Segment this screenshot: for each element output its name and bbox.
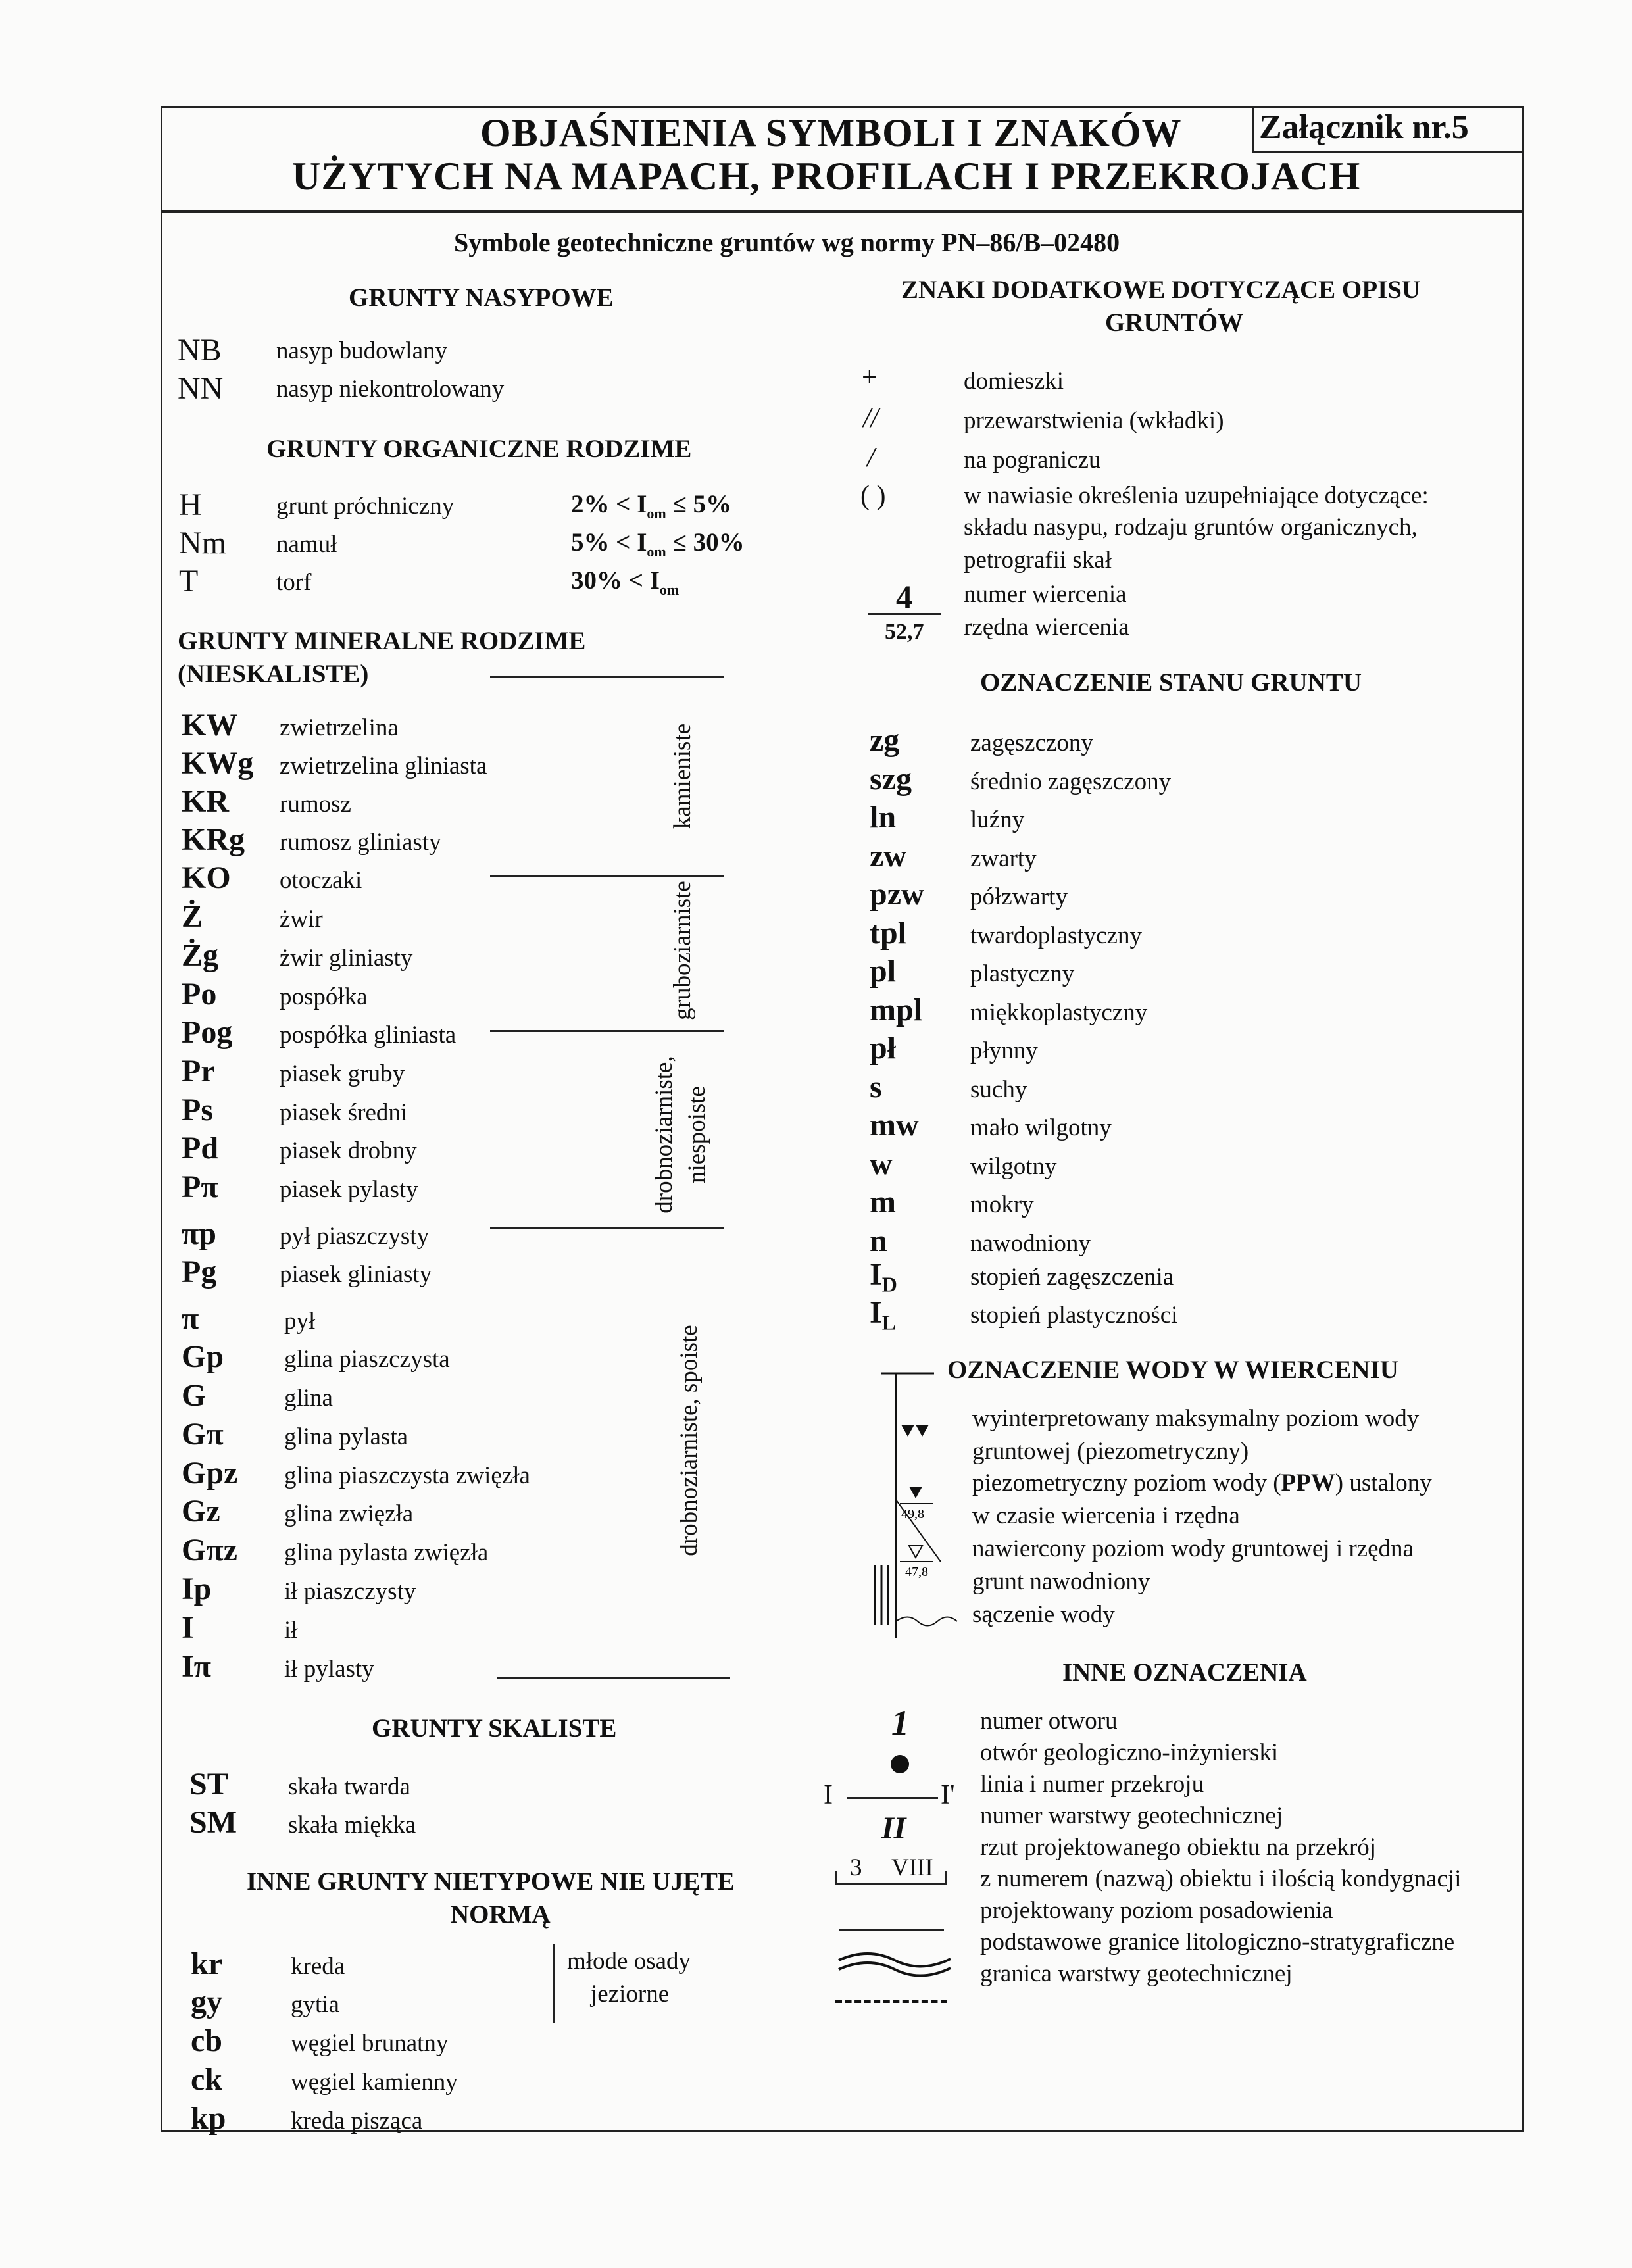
nietypowe-row-code: kp bbox=[191, 2101, 226, 2136]
water-symbol-icon bbox=[868, 1368, 960, 1644]
woda-line-2: gruntowej (piezometryczny) bbox=[972, 1438, 1249, 1465]
inne-line-6: z numerem (nazwą) obiektu i ilością kondygnacji bbox=[980, 1865, 1462, 1892]
mineral-row-desc: pospółka bbox=[280, 983, 368, 1010]
mineral-row-code: Gp bbox=[182, 1339, 224, 1374]
mineral-row-desc: piasek pylasty bbox=[280, 1176, 418, 1203]
mineral-row-desc: ił piaszczysty bbox=[284, 1578, 416, 1605]
stan-row-code: szg bbox=[870, 761, 912, 797]
mineral-row-desc: pospółka gliniasta bbox=[280, 1022, 457, 1048]
mineral-row-code: G bbox=[182, 1378, 207, 1413]
desc-SM: skała miękka bbox=[288, 1812, 416, 1838]
boundary-wave-icon bbox=[835, 1947, 954, 1980]
mineral-row-code: Gπz bbox=[182, 1533, 237, 1567]
desc-nawiasie-2: składu nasypu, rodzaju gruntów organicznych, bbox=[964, 514, 1418, 541]
mineral-row-code: Po bbox=[182, 977, 217, 1012]
mineral-row-code: I bbox=[182, 1610, 194, 1645]
mineral-row-code: π bbox=[182, 1301, 199, 1336]
mineral-row-desc: glina piaszczysta zwięzła bbox=[284, 1462, 530, 1489]
mineral-row-desc: pył bbox=[284, 1308, 316, 1335]
stan-row-code: mpl bbox=[870, 992, 923, 1027]
skaliste-heading: GRUNTY SKALISTE bbox=[372, 1714, 617, 1742]
desc-nawiasie: w nawiasie określenia uzupełniające dotyczące: bbox=[964, 482, 1429, 509]
nietypowe-row-code: cb bbox=[191, 2023, 222, 2058]
nietypowe-row-code: gy bbox=[191, 1985, 222, 2019]
desc-T: torf bbox=[276, 569, 312, 596]
organiczne-heading: GRUNTY ORGANICZNE RODZIME bbox=[266, 435, 692, 463]
mineral-row-code: Ps bbox=[182, 1093, 213, 1127]
mineral-row-code: πp bbox=[182, 1216, 216, 1251]
sym-plus: + bbox=[862, 362, 878, 393]
woda-heading: OZNACZENIE WODY W WIERCENIU bbox=[947, 1356, 1398, 1384]
mineral-row-desc: piasek gliniasty bbox=[280, 1261, 432, 1288]
nietypowe-row-desc: kreda bbox=[291, 1953, 345, 1980]
range-H: $2\% < I_{om} \le 5\%$ bbox=[571, 490, 732, 522]
mineral-row-desc: zwietrzelina bbox=[280, 714, 399, 741]
nietypowe-row-desc: kreda pisząca bbox=[291, 2108, 423, 2134]
code-H: H bbox=[179, 487, 202, 522]
bore-number: 4 bbox=[896, 578, 912, 615]
desc-bore-elevation: rzędna wiercenia bbox=[964, 614, 1129, 641]
mineral-row-desc: zwietrzelina gliniasta bbox=[280, 752, 487, 779]
foundation-line bbox=[839, 1929, 944, 1931]
range-Nm: $5\% < I_{om} \le 30\%$ bbox=[571, 528, 745, 560]
mineral-row-desc: glina piaszczysta bbox=[284, 1346, 450, 1373]
stan-row-desc: luźny bbox=[970, 806, 1025, 833]
section-line bbox=[847, 1797, 938, 1799]
nietypowe-heading-1: INNE GRUNTY NIETYPOWE NIE UJĘTE bbox=[247, 1867, 735, 1896]
stan-row-code: w bbox=[870, 1146, 893, 1181]
group-line-niespoiste bbox=[490, 1227, 724, 1229]
subtitle: Symbole geotechniczne gruntów wg normy PN–86/B–02480 bbox=[454, 228, 1120, 257]
object-line bbox=[835, 1883, 947, 1885]
nietypowe-row-desc: gytia bbox=[291, 1991, 339, 2018]
desc-ST: skała twarda bbox=[288, 1773, 410, 1800]
desc-domieszki: domieszki bbox=[964, 368, 1064, 395]
range-T: $30\% < I_{om}$ bbox=[571, 566, 680, 598]
sym-slash: / bbox=[867, 443, 875, 473]
lake-bracket bbox=[553, 1944, 555, 2023]
stan-row-desc: zagęszczony bbox=[970, 729, 1093, 756]
water-level-1: 49,8 bbox=[901, 1507, 924, 1521]
code-ID: $I_D$ bbox=[870, 1257, 897, 1296]
desc-pograniczu: na pograniczu bbox=[964, 447, 1101, 474]
inne-line-1: numer otworu bbox=[980, 1708, 1118, 1735]
desc-ID: stopień zagęszczenia bbox=[970, 1264, 1174, 1291]
mineral-row-desc: piasek gruby bbox=[280, 1060, 405, 1087]
group-line-spoiste bbox=[497, 1677, 730, 1679]
mineral-row-desc: ił bbox=[284, 1617, 298, 1644]
mineral-row-desc: glina bbox=[284, 1385, 333, 1412]
hole-number: 1 bbox=[891, 1703, 909, 1742]
sym-parentheses: ( ) bbox=[860, 481, 886, 511]
stan-row-code: pzw bbox=[870, 877, 924, 912]
section-right: I' bbox=[941, 1780, 955, 1810]
mineral-row-desc: pył piaszczysty bbox=[280, 1223, 430, 1250]
mineral-row-code: Ż bbox=[182, 899, 203, 934]
desc-NN: nasyp niekontrolowany bbox=[276, 376, 505, 403]
hole-dot-icon bbox=[891, 1755, 909, 1773]
stan-row-desc: mokry bbox=[970, 1191, 1034, 1218]
stan-row-code: zw bbox=[870, 838, 906, 874]
stan-row-code: pl bbox=[870, 954, 897, 989]
code-Nm: Nm bbox=[179, 526, 226, 560]
mineral-row-desc: otoczaki bbox=[280, 867, 362, 894]
woda-line-6: grunt nawodniony bbox=[972, 1568, 1150, 1595]
group-niespoiste-2: niespoiste bbox=[683, 1086, 710, 1183]
mineral-row-desc: ił pylasty bbox=[284, 1656, 374, 1683]
mineral-row-desc: glina zwięzła bbox=[284, 1500, 414, 1527]
stan-row-desc: wilgotny bbox=[970, 1152, 1057, 1180]
code-IL: $I_L$ bbox=[870, 1295, 897, 1335]
title-line-1: OBJAŚNIENIA SYMBOLI I ZNAKÓW bbox=[480, 111, 1182, 155]
inne-line-5: rzut projektowanego obiektu na przekrój bbox=[980, 1834, 1377, 1861]
mineralne-heading-1: GRUNTY MINERALNE RODZIME bbox=[178, 627, 586, 655]
woda-line-1: wyinterpretowany maksymalny poziom wody bbox=[972, 1405, 1420, 1432]
mineral-row-code: Gπ bbox=[182, 1417, 224, 1452]
mineral-row-code: Pr bbox=[182, 1054, 215, 1089]
mineral-row-code: Pg bbox=[182, 1254, 217, 1289]
desc-H: grunt próchniczny bbox=[276, 493, 455, 520]
woda-line-4: w czasie wiercenia i rzędna bbox=[972, 1502, 1240, 1529]
sym-double-slash: // bbox=[863, 403, 879, 433]
layer-boundary-dashed bbox=[835, 2000, 947, 2003]
mineral-row-code: Pog bbox=[182, 1015, 233, 1050]
layer-number: II bbox=[881, 1811, 906, 1846]
mineral-row-desc: piasek drobny bbox=[280, 1137, 417, 1164]
bore-elevation: 52,7 bbox=[885, 620, 924, 644]
group-kamieniste: kamieniste bbox=[669, 723, 696, 829]
stan-row-desc: średnio zagęszczony bbox=[970, 768, 1172, 795]
stan-row-desc: płynny bbox=[970, 1037, 1038, 1064]
inne-line-4: numer warstwy geotechnicznej bbox=[980, 1802, 1283, 1829]
object-tick-right bbox=[945, 1871, 947, 1883]
stan-row-code: zg bbox=[870, 723, 900, 758]
nietypowe-heading-2: NORMĄ bbox=[451, 1900, 551, 1929]
mineral-row-desc: rumosz bbox=[280, 791, 351, 818]
mineral-row-desc: rumosz gliniasty bbox=[280, 829, 441, 856]
woda-line-7: sączenie wody bbox=[972, 1601, 1115, 1628]
stan-row-code: ln bbox=[870, 800, 897, 835]
code-SM: SM bbox=[189, 1805, 237, 1840]
inne-heading: INNE OZNACZENIA bbox=[1062, 1658, 1307, 1687]
stan-row-code: s bbox=[870, 1069, 882, 1104]
mineral-row-code: Żg bbox=[182, 938, 219, 973]
mineralne-heading-2: (NIESKALISTE) bbox=[178, 660, 369, 688]
stan-row-code: tpl bbox=[870, 915, 907, 950]
inne-line-9: granica warstwy geotechnicznej bbox=[980, 1960, 1293, 1987]
mineral-row-desc: żwir gliniasty bbox=[280, 945, 413, 972]
stan-row-code: m bbox=[870, 1185, 896, 1220]
group-line-top bbox=[490, 676, 724, 678]
mineral-row-desc: żwir bbox=[280, 906, 323, 933]
desc-Nm: namuł bbox=[276, 531, 337, 558]
code-NB: NB bbox=[178, 333, 222, 368]
mineral-row-code: KWg bbox=[182, 746, 254, 781]
desc-przewarstwienia: przewarstwienia (wkładki) bbox=[964, 407, 1224, 434]
inne-line-8: podstawowe granice litologiczno-stratygraficzne bbox=[980, 1929, 1455, 1956]
title-line-2: UŻYTYCH NA MAPACH, PROFILACH I PRZEKROJACH bbox=[292, 155, 1361, 198]
mineral-row-code: KW bbox=[182, 708, 238, 743]
object-number: 3 bbox=[850, 1854, 862, 1881]
group-line-gruboziarniste bbox=[490, 1030, 724, 1032]
group-niespoiste-1: drobnoziarniste, bbox=[651, 1056, 678, 1214]
water-level-2: 47,8 bbox=[905, 1565, 928, 1579]
stan-row-desc: twardoplastyczny bbox=[970, 922, 1142, 949]
inne-line-7: projektowany poziom posadowienia bbox=[980, 1897, 1333, 1924]
mineral-row-code: Iπ bbox=[182, 1649, 211, 1684]
stan-row-desc: zwarty bbox=[970, 845, 1037, 872]
stan-row-desc: półzwarty bbox=[970, 883, 1068, 910]
mineral-row-code: KRg bbox=[182, 822, 245, 857]
nietypowe-row-desc: węgiel brunatny bbox=[291, 2030, 449, 2057]
inne-line-3: linia i numer przekroju bbox=[980, 1771, 1204, 1798]
nietypowe-row-desc: węgiel kamienny bbox=[291, 2069, 458, 2096]
mineral-row-code: Ip bbox=[182, 1571, 212, 1606]
stan-row-desc: suchy bbox=[970, 1075, 1027, 1103]
dodatkowe-heading-1: ZNAKI DODATKOWE DOTYCZĄCE OPISU bbox=[901, 276, 1421, 304]
code-T: T bbox=[179, 564, 199, 599]
lake-note-1: młode osady bbox=[567, 1948, 691, 1975]
object-tick-left bbox=[835, 1871, 837, 1883]
bore-line bbox=[868, 613, 941, 615]
inne-line-2: otwór geologiczno-inżynierski bbox=[980, 1739, 1279, 1766]
group-gruboziarniste: gruboziarniste bbox=[669, 881, 696, 1020]
section-left: I bbox=[824, 1780, 833, 1810]
annex-label: Załącznik nr.5 bbox=[1252, 106, 1524, 153]
mineral-row-desc: glina pylasta zwięzła bbox=[284, 1539, 489, 1566]
desc-IL: stopień plastyczności bbox=[970, 1302, 1178, 1329]
mineral-row-code: Gz bbox=[182, 1494, 220, 1529]
mineral-row-code: KO bbox=[182, 860, 231, 895]
stan-row-code: mw bbox=[870, 1108, 919, 1143]
nasypowe-heading: GRUNTY NASYPOWE bbox=[349, 284, 614, 312]
object-floors: VIII bbox=[891, 1854, 933, 1881]
dodatkowe-heading-2: GRUNTÓW bbox=[1105, 308, 1244, 337]
desc-bore-number: numer wiercenia bbox=[964, 581, 1127, 608]
code-ST: ST bbox=[189, 1767, 228, 1802]
stan-row-desc: plastyczny bbox=[970, 960, 1075, 987]
woda-line-5: nawiercony poziom wody gruntowej i rzędna bbox=[972, 1535, 1414, 1562]
stan-row-code: pł bbox=[870, 1031, 897, 1066]
desc-NB: nasyp budowlany bbox=[276, 337, 447, 364]
header-divider bbox=[161, 210, 1524, 213]
desc-nawiasie-3: petrografii skał bbox=[964, 547, 1112, 574]
nietypowe-row-code: kr bbox=[191, 1946, 222, 1981]
mineral-row-code: Pπ bbox=[182, 1170, 218, 1204]
code-NN: NN bbox=[178, 371, 224, 406]
mineral-row-desc: glina pylasta bbox=[284, 1423, 408, 1450]
mineral-row-code: Gpz bbox=[182, 1456, 238, 1491]
stan-row-code: n bbox=[870, 1223, 887, 1258]
stan-heading: OZNACZENIE STANU GRUNTU bbox=[980, 668, 1362, 697]
stan-row-desc: miękkoplastyczny bbox=[970, 998, 1148, 1026]
nietypowe-row-code: ck bbox=[191, 2062, 222, 2097]
woda-line-3: piezometryczny poziom wody (PPW) ustalony bbox=[972, 1469, 1432, 1496]
mineral-row-code: KR bbox=[182, 784, 229, 819]
group-spoiste: drobnoziarniste, spoiste bbox=[676, 1325, 703, 1556]
lake-note-2: jeziorne bbox=[591, 1981, 670, 2008]
mineral-row-code: Pd bbox=[182, 1131, 219, 1166]
stan-row-desc: nawodniony bbox=[970, 1229, 1091, 1257]
stan-row-desc: mało wilgotny bbox=[970, 1114, 1112, 1141]
mineral-row-desc: piasek średni bbox=[280, 1099, 408, 1126]
